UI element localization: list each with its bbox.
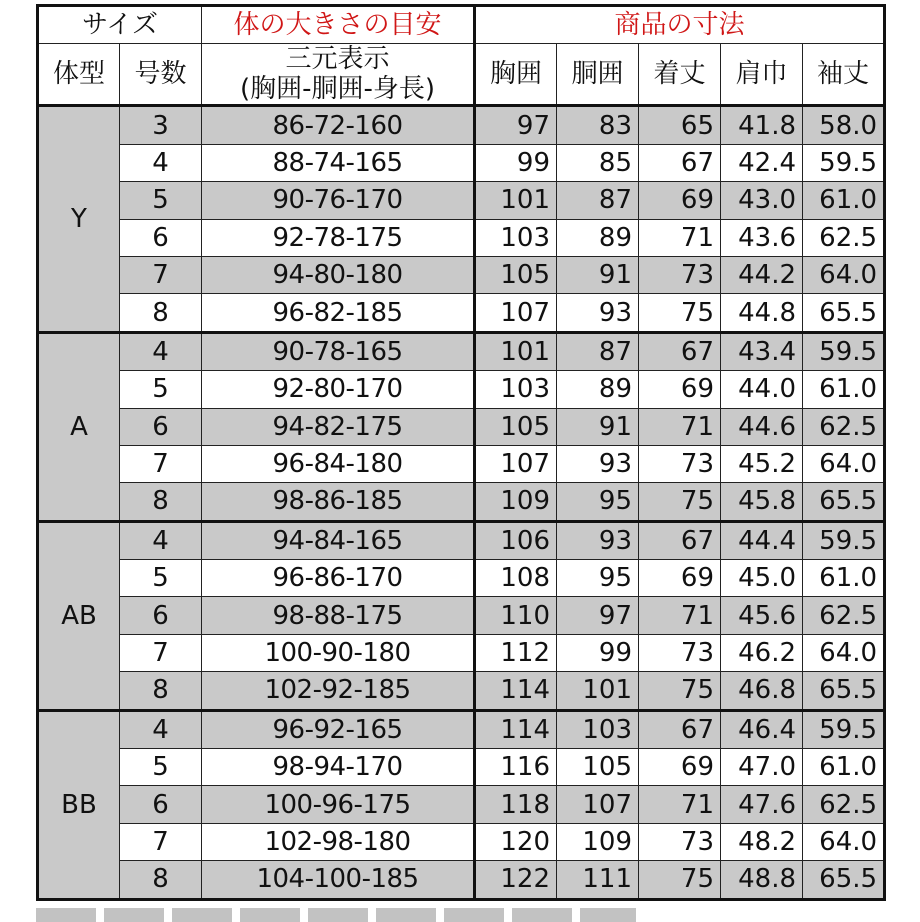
size-label: サイズ bbox=[38, 6, 202, 44]
table-row bbox=[38, 560, 885, 597]
shoulder-cell: 48.2 bbox=[721, 823, 803, 860]
table-row bbox=[38, 144, 885, 181]
chest-cell: 105 bbox=[475, 256, 557, 293]
chest-cell: 110 bbox=[475, 597, 557, 634]
table-row bbox=[38, 294, 885, 332]
three-dim-cell: 100-90-180 bbox=[202, 634, 475, 671]
length-cell: 75 bbox=[639, 294, 721, 332]
chest-cell: 99 bbox=[475, 144, 557, 181]
col-three-dim-line2: (胸囲-胴囲-身長) bbox=[239, 74, 436, 105]
length-cell: 73 bbox=[639, 823, 721, 860]
number-cell: 8 bbox=[120, 294, 202, 332]
number-cell: 5 bbox=[120, 182, 202, 219]
waist-cell: 91 bbox=[557, 256, 639, 293]
table-row bbox=[38, 408, 885, 445]
sleeve-cell: 59.5 bbox=[803, 332, 885, 370]
three-dim-cell: 92-78-175 bbox=[202, 219, 475, 256]
table-row bbox=[38, 597, 885, 634]
sleeve-cell: 59.5 bbox=[803, 144, 885, 181]
product-dims-label: 商品の寸法 bbox=[475, 6, 885, 44]
col-three-dim bbox=[202, 44, 475, 106]
waist-cell: 89 bbox=[557, 371, 639, 408]
three-dim-cell: 94-80-180 bbox=[202, 256, 475, 293]
col-chest: 胸囲 bbox=[475, 44, 557, 106]
number-cell: 5 bbox=[120, 371, 202, 408]
sleeve-cell: 62.5 bbox=[803, 408, 885, 445]
col-length: 着丈 bbox=[639, 44, 721, 106]
sleeve-cell: 62.5 bbox=[803, 219, 885, 256]
length-cell: 67 bbox=[639, 332, 721, 370]
number-cell: 3 bbox=[120, 106, 202, 144]
table-row bbox=[38, 182, 885, 219]
three-dim-cell: 86-72-160 bbox=[202, 106, 475, 144]
chest-cell: 101 bbox=[475, 182, 557, 219]
number-cell: 6 bbox=[120, 408, 202, 445]
length-cell: 71 bbox=[639, 597, 721, 634]
table-row bbox=[38, 219, 885, 256]
table-row bbox=[38, 672, 885, 710]
table-row bbox=[38, 256, 885, 293]
body-type-cell: Y bbox=[38, 106, 120, 332]
header-row-1 bbox=[38, 6, 885, 44]
table-row bbox=[38, 634, 885, 671]
length-cell: 69 bbox=[639, 182, 721, 219]
sleeve-cell: 64.0 bbox=[803, 823, 885, 860]
chest-cell: 103 bbox=[475, 371, 557, 408]
three-dim-cell: 90-78-165 bbox=[202, 332, 475, 370]
sleeve-cell: 64.0 bbox=[803, 256, 885, 293]
shoulder-cell: 44.0 bbox=[721, 371, 803, 408]
three-dim-cell: 90-76-170 bbox=[202, 182, 475, 219]
body-type-cell: A bbox=[38, 332, 120, 521]
length-cell: 71 bbox=[639, 786, 721, 823]
length-cell: 67 bbox=[639, 144, 721, 181]
waist-cell: 91 bbox=[557, 408, 639, 445]
col-waist: 胴囲 bbox=[557, 44, 639, 106]
waist-cell: 109 bbox=[557, 823, 639, 860]
chest-cell: 114 bbox=[475, 672, 557, 710]
sleeve-cell: 59.5 bbox=[803, 710, 885, 748]
waist-cell: 87 bbox=[557, 332, 639, 370]
number-cell: 7 bbox=[120, 634, 202, 671]
chest-cell: 107 bbox=[475, 445, 557, 482]
three-dim-cell: 96-84-180 bbox=[202, 445, 475, 482]
three-dim-cell: 94-84-165 bbox=[202, 521, 475, 559]
length-cell: 75 bbox=[639, 672, 721, 710]
number-cell: 6 bbox=[120, 597, 202, 634]
chest-cell: 116 bbox=[475, 749, 557, 786]
number-cell: 8 bbox=[120, 861, 202, 899]
three-dim-cell: 96-92-165 bbox=[202, 710, 475, 748]
table-row bbox=[38, 332, 885, 370]
sleeve-cell: 65.5 bbox=[803, 861, 885, 899]
chest-cell: 101 bbox=[475, 332, 557, 370]
shoulder-cell: 45.0 bbox=[721, 560, 803, 597]
length-cell: 67 bbox=[639, 521, 721, 559]
waist-cell: 93 bbox=[557, 445, 639, 482]
size-chart-table bbox=[36, 4, 886, 901]
body-type-cell: AB bbox=[38, 521, 120, 710]
number-cell: 5 bbox=[120, 749, 202, 786]
sleeve-cell: 65.5 bbox=[803, 483, 885, 521]
table-row bbox=[38, 749, 885, 786]
sleeve-cell: 65.5 bbox=[803, 672, 885, 710]
waist-cell: 83 bbox=[557, 106, 639, 144]
length-cell: 75 bbox=[639, 861, 721, 899]
header-row-2 bbox=[38, 44, 885, 106]
table-row bbox=[38, 483, 885, 521]
length-cell: 69 bbox=[639, 749, 721, 786]
three-dim-cell: 96-82-185 bbox=[202, 294, 475, 332]
three-dim-cell: 102-98-180 bbox=[202, 823, 475, 860]
three-dim-cell: 92-80-170 bbox=[202, 371, 475, 408]
shoulder-cell: 45.2 bbox=[721, 445, 803, 482]
sleeve-cell: 61.0 bbox=[803, 560, 885, 597]
col-sleeve: 袖丈 bbox=[803, 44, 885, 106]
number-cell: 4 bbox=[120, 332, 202, 370]
sleeve-cell: 58.0 bbox=[803, 106, 885, 144]
three-dim-cell: 94-82-175 bbox=[202, 408, 475, 445]
chest-cell: 97 bbox=[475, 106, 557, 144]
body-guide-label: 体の大きさの目安 bbox=[202, 6, 475, 44]
waist-cell: 111 bbox=[557, 861, 639, 899]
body-type-cell: BB bbox=[38, 710, 120, 899]
three-dim-cell: 104-100-185 bbox=[202, 861, 475, 899]
waist-cell: 103 bbox=[557, 710, 639, 748]
shoulder-cell: 44.4 bbox=[721, 521, 803, 559]
three-dim-cell: 100-96-175 bbox=[202, 786, 475, 823]
table-row bbox=[38, 861, 885, 899]
chest-cell: 112 bbox=[475, 634, 557, 671]
table-row bbox=[38, 710, 885, 748]
waist-cell: 107 bbox=[557, 786, 639, 823]
shoulder-cell: 44.6 bbox=[721, 408, 803, 445]
shoulder-cell: 44.8 bbox=[721, 294, 803, 332]
waist-cell: 95 bbox=[557, 483, 639, 521]
waist-cell: 85 bbox=[557, 144, 639, 181]
sleeve-cell: 61.0 bbox=[803, 749, 885, 786]
length-cell: 75 bbox=[639, 483, 721, 521]
col-body-type: 体型 bbox=[38, 44, 120, 106]
length-cell: 65 bbox=[639, 106, 721, 144]
number-cell: 8 bbox=[120, 672, 202, 710]
table-row bbox=[38, 371, 885, 408]
three-dim-cell: 98-94-170 bbox=[202, 749, 475, 786]
length-cell: 73 bbox=[639, 445, 721, 482]
length-cell: 73 bbox=[639, 256, 721, 293]
number-cell: 6 bbox=[120, 219, 202, 256]
waist-cell: 95 bbox=[557, 560, 639, 597]
length-cell: 71 bbox=[639, 219, 721, 256]
waist-cell: 105 bbox=[557, 749, 639, 786]
length-cell: 73 bbox=[639, 634, 721, 671]
col-number: 号数 bbox=[120, 44, 202, 106]
length-cell: 71 bbox=[639, 408, 721, 445]
chest-cell: 105 bbox=[475, 408, 557, 445]
waist-cell: 93 bbox=[557, 521, 639, 559]
waist-cell: 101 bbox=[557, 672, 639, 710]
sleeve-cell: 62.5 bbox=[803, 786, 885, 823]
chest-cell: 106 bbox=[475, 521, 557, 559]
sleeve-cell: 65.5 bbox=[803, 294, 885, 332]
sleeve-cell: 64.0 bbox=[803, 445, 885, 482]
chest-cell: 108 bbox=[475, 560, 557, 597]
number-cell: 4 bbox=[120, 521, 202, 559]
sleeve-cell: 59.5 bbox=[803, 521, 885, 559]
three-dim-cell: 98-88-175 bbox=[202, 597, 475, 634]
waist-cell: 87 bbox=[557, 182, 639, 219]
table-row bbox=[38, 445, 885, 482]
shoulder-cell: 44.2 bbox=[721, 256, 803, 293]
shoulder-cell: 41.8 bbox=[721, 106, 803, 144]
waist-cell: 97 bbox=[557, 597, 639, 634]
three-dim-cell: 102-92-185 bbox=[202, 672, 475, 710]
waist-cell: 89 bbox=[557, 219, 639, 256]
shoulder-cell: 46.2 bbox=[721, 634, 803, 671]
chest-cell: 118 bbox=[475, 786, 557, 823]
three-dim-cell: 88-74-165 bbox=[202, 144, 475, 181]
shoulder-cell: 45.6 bbox=[721, 597, 803, 634]
chest-cell: 120 bbox=[475, 823, 557, 860]
shoulder-cell: 46.4 bbox=[721, 710, 803, 748]
length-cell: 69 bbox=[639, 560, 721, 597]
table-row bbox=[38, 106, 885, 144]
length-cell: 67 bbox=[639, 710, 721, 748]
table-row bbox=[38, 521, 885, 559]
number-cell: 4 bbox=[120, 144, 202, 181]
shoulder-cell: 43.6 bbox=[721, 219, 803, 256]
col-three-dim-line1: 三元表示 bbox=[285, 44, 390, 75]
waist-cell: 99 bbox=[557, 634, 639, 671]
number-cell: 8 bbox=[120, 483, 202, 521]
three-dim-cell: 98-86-185 bbox=[202, 483, 475, 521]
sleeve-cell: 64.0 bbox=[803, 634, 885, 671]
table-row bbox=[38, 786, 885, 823]
shoulder-cell: 48.8 bbox=[721, 861, 803, 899]
shoulder-cell: 47.0 bbox=[721, 749, 803, 786]
chest-cell: 122 bbox=[475, 861, 557, 899]
sleeve-cell: 62.5 bbox=[803, 597, 885, 634]
number-cell: 7 bbox=[120, 445, 202, 482]
chest-cell: 103 bbox=[475, 219, 557, 256]
sleeve-cell: 61.0 bbox=[803, 182, 885, 219]
col-shoulder: 肩巾 bbox=[721, 44, 803, 106]
shoulder-cell: 43.4 bbox=[721, 332, 803, 370]
shoulder-cell: 45.8 bbox=[721, 483, 803, 521]
chest-cell: 109 bbox=[475, 483, 557, 521]
length-cell: 69 bbox=[639, 371, 721, 408]
table-row bbox=[38, 823, 885, 860]
shoulder-cell: 47.6 bbox=[721, 786, 803, 823]
chest-cell: 107 bbox=[475, 294, 557, 332]
waist-cell: 93 bbox=[557, 294, 639, 332]
sleeve-cell: 61.0 bbox=[803, 371, 885, 408]
shoulder-cell: 43.0 bbox=[721, 182, 803, 219]
shoulder-cell: 42.4 bbox=[721, 144, 803, 181]
number-cell: 6 bbox=[120, 786, 202, 823]
number-cell: 4 bbox=[120, 710, 202, 748]
chest-cell: 114 bbox=[475, 710, 557, 748]
shoulder-cell: 46.8 bbox=[721, 672, 803, 710]
three-dim-cell: 96-86-170 bbox=[202, 560, 475, 597]
number-cell: 7 bbox=[120, 256, 202, 293]
number-cell: 7 bbox=[120, 823, 202, 860]
number-cell: 5 bbox=[120, 560, 202, 597]
